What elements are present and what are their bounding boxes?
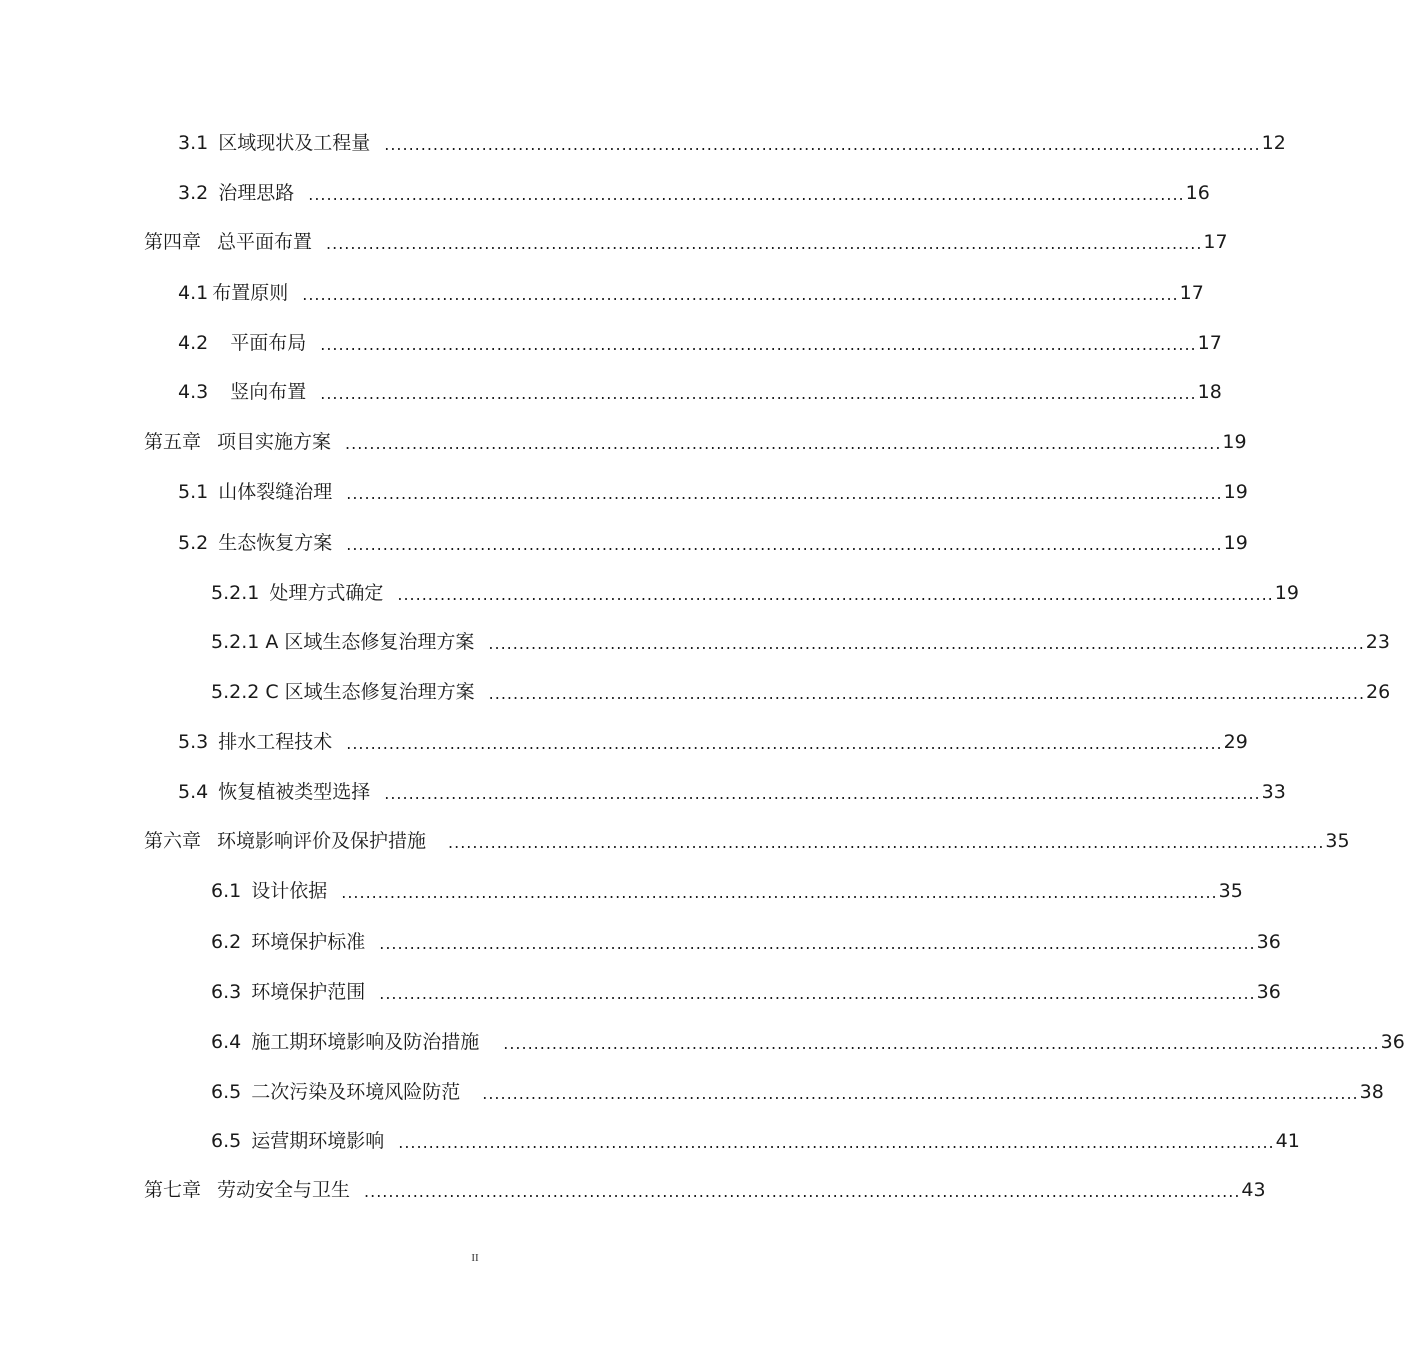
toc-entry[interactable] [178,777,1286,807]
toc-entry[interactable] [211,876,1243,906]
dot-leader: ................................................................................................................................................ [448,833,1325,852]
toc-entry[interactable] [178,328,1222,358]
toc-entry-number: 5.2 [178,532,209,554]
toc-entry-page: 18 [1197,381,1222,403]
dot-leader: ................................................................................................................................................ [345,434,1222,453]
toc-entry[interactable] [211,1027,1405,1057]
toc-entry-page: 36 [1256,931,1281,953]
dot-leader: ................................................................................................................................................ [320,335,1197,354]
toc-entry-page: 23 [1365,631,1390,653]
toc-entry-number: 4.3 [178,381,209,403]
toc-entry-number: 5.4 [178,781,209,803]
toc-entry-chapter[interactable] [144,826,1350,856]
dot-leader: ................................................................................................................................................ [488,684,1366,703]
toc-entry-number: 6.4 [211,1031,242,1053]
toc-entry-title: 施工期环境影响及防治措施 [251,1031,480,1053]
toc-entry-number: 第五章 [144,431,202,453]
dot-leader: ................................................................................................................................................ [326,234,1203,253]
toc-entry[interactable] [178,278,1204,308]
toc-entry-title: 竖向布置 [230,381,307,403]
toc-entry-title: 环境保护范围 [251,981,366,1003]
toc-entry-chapter[interactable] [144,227,1228,257]
dot-leader: ................................................................................................................................................ [488,634,1365,653]
toc-entry-number: 3.1 [178,132,209,154]
toc-entry-number: 4.2 [178,332,209,354]
toc-entry-number: 3.2 [178,182,209,204]
toc-entry[interactable] [178,128,1286,158]
toc-entry-title: 环境影响评价及保护措施 [217,830,427,852]
dot-leader: ................................................................................................................................................ [398,1133,1275,1152]
toc-entry[interactable] [211,1077,1384,1107]
dot-leader: ................................................................................................................................................ [384,784,1261,803]
toc-entry-page: 38 [1359,1081,1384,1103]
toc-entry-title: 运营期环境影响 [251,1130,385,1152]
dot-leader: ................................................................................................................................................ [346,535,1223,554]
toc-entry[interactable] [211,977,1281,1007]
toc-entry-page: 35 [1325,830,1350,852]
toc-entry[interactable] [178,377,1222,407]
toc-entry[interactable] [211,677,1391,707]
toc-entry-number: 第四章 [144,231,202,253]
toc-entry-page: 17 [1203,231,1228,253]
toc-entry-number: 6.2 [211,931,242,953]
toc-entry[interactable] [211,927,1281,957]
toc-entry-page: 19 [1222,431,1247,453]
toc-entry-number: 4.1 [178,282,209,304]
toc-entry-title: 布置原则 [212,282,289,304]
toc-entry-title: 项目实施方案 [217,431,332,453]
toc-entry-page: 19 [1223,532,1248,554]
toc-entry-number: 5.2.1 [211,582,260,604]
dot-leader: ................................................................................................................................................ [308,185,1185,204]
toc-entry-title: 二次污染及环境风险防范 [251,1081,461,1103]
dot-leader: ................................................................................................................................................ [379,934,1256,953]
dot-leader: ................................................................................................................................................ [346,734,1223,753]
toc-entry-title: C 区域生态修复治理方案 [265,681,475,703]
dot-leader: ................................................................................................................................................ [482,1084,1359,1103]
toc-entry-title: 平面布局 [230,332,307,354]
toc-entry-title: 区域现状及工程量 [218,132,371,154]
toc-entry-title: 治理思路 [218,182,295,204]
toc-entry-title: 总平面布置 [217,231,313,253]
toc-entry-page: 17 [1197,332,1222,354]
dot-leader: ................................................................................................................................................ [346,484,1223,503]
toc-entry-page: 29 [1223,731,1248,753]
toc-entry[interactable] [211,1126,1300,1156]
dot-leader: ................................................................................................................................................ [341,883,1218,902]
toc-entry-page: 33 [1261,781,1286,803]
toc-entry-title: 环境保护标准 [251,931,366,953]
toc-entry-number: 5.1 [178,481,209,503]
toc-entry-page: 36 [1380,1031,1405,1053]
toc-entry-page: 16 [1185,182,1210,204]
toc-entry-page: 26 [1366,681,1391,703]
toc-entry-number: 5.2.1 [211,631,260,653]
toc-entry-page: 43 [1241,1179,1266,1201]
toc-entry-title: 劳动安全与卫生 [217,1179,351,1201]
toc-entry[interactable] [178,477,1248,507]
toc-entry-chapter[interactable] [144,427,1247,457]
dot-leader: ................................................................................................................................................ [302,285,1179,304]
toc-entry-number: 第六章 [144,830,202,852]
toc-entry-title: 设计依据 [251,880,328,902]
toc-entry[interactable] [178,178,1210,208]
toc-entry-number: 5.3 [178,731,209,753]
toc-entry[interactable] [178,528,1248,558]
toc-entry-number: 第七章 [144,1179,202,1201]
toc-entry-title: 恢复植被类型选择 [218,781,371,803]
toc-entry-number: 6.3 [211,981,242,1003]
dot-leader: ................................................................................................................................................ [364,1182,1241,1201]
dot-leader: ................................................................................................................................................ [379,984,1256,1003]
toc-entry-page: 36 [1256,981,1281,1003]
dot-leader: ................................................................................................................................................ [320,384,1197,403]
toc-entry-page: 41 [1275,1130,1300,1152]
toc-entry-page: 19 [1223,481,1248,503]
toc-entry-page: 35 [1218,880,1243,902]
toc-entry-title: 山体裂缝治理 [218,481,333,503]
toc-entry-title: A 区域生态修复治理方案 [265,631,475,653]
toc-entry-page: 12 [1261,132,1286,154]
toc-entry-number: 5.2.2 [211,681,260,703]
toc-entry-chapter[interactable] [144,1175,1266,1205]
toc-entry-page: 17 [1179,282,1204,304]
toc-entry-title: 生态恢复方案 [218,532,333,554]
toc-entry-page: 19 [1274,582,1299,604]
toc-entry-title: 处理方式确定 [269,582,384,604]
toc-entry[interactable] [211,578,1299,608]
dot-leader: ................................................................................................................................................ [384,135,1261,154]
dot-leader: ................................................................................................................................................ [503,1034,1380,1053]
dot-leader: ................................................................................................................................................ [397,585,1274,604]
page-number: II [471,1252,479,1264]
toc-entry[interactable] [178,727,1248,757]
toc-entry[interactable] [211,627,1390,657]
toc-entry-number: 6.5 [211,1130,242,1152]
toc-entry-number: 6.5 [211,1081,242,1103]
toc-entry-number: 6.1 [211,880,242,902]
toc-entry-title: 排水工程技术 [218,731,333,753]
